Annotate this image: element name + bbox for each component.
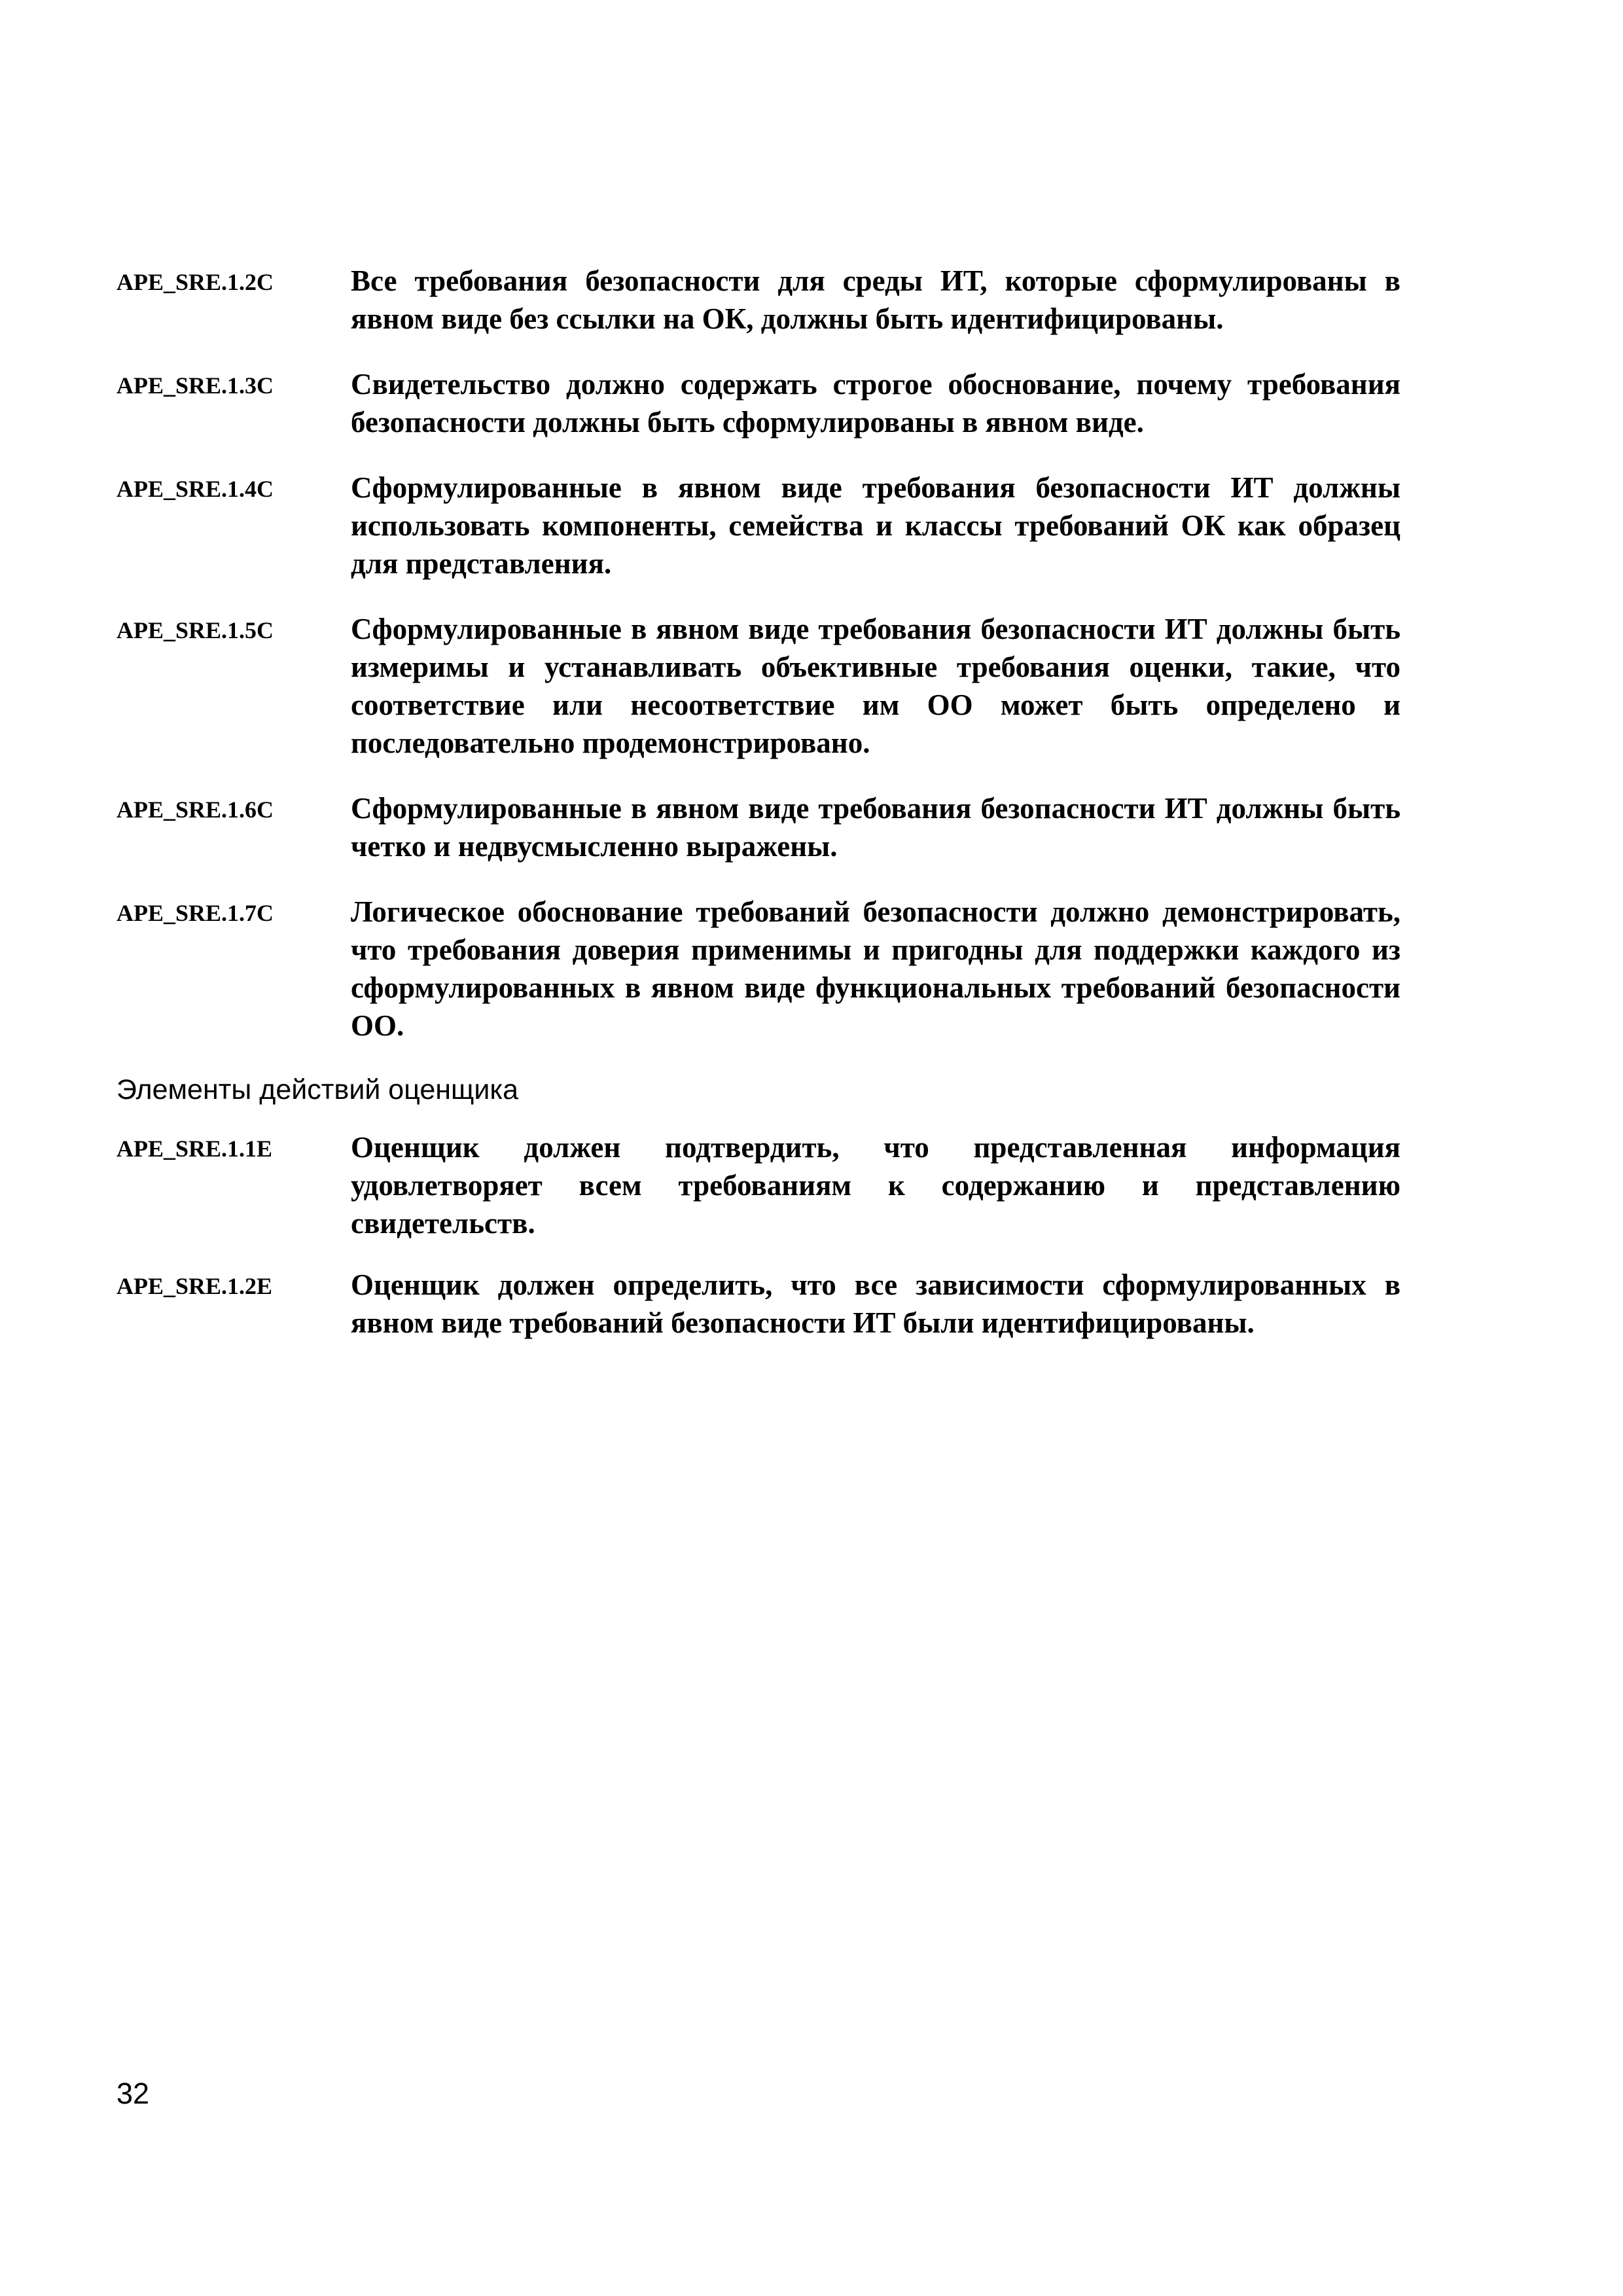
requirement-item — [116, 610, 1400, 762]
requirement-text: Оценщик должен подтвердить, что представленная информация удовлетворяет всем требованиям к содержанию и представлению свидетельств. — [351, 1131, 1400, 1240]
requirement-text: Логическое обоснование требований безопасности должно демонстрировать, что требования доверия применимы и пригодны для поддержки каждого из сформулированных в явном виде функциональных требований безопасности ОО. — [351, 895, 1400, 1042]
requirement-text: Оценщик должен определить, что все зависимости сформулированных в явном виде требований безопасности ИТ были идентифицированы. — [351, 1268, 1400, 1339]
requirement-text: Сформулированные в явном виде требования безопасности ИТ должны быть четко и недвусмысленно выражены. — [351, 792, 1400, 863]
requirement-text: Сформулированные в явном виде требования безопасности ИТ должны использовать компоненты, семейства и классы требований ОК как образец для представления. — [351, 471, 1400, 580]
requirement-text: Свидетельство должно содержать строгое обоснование, почему требования безопасности должны быть сформулированы в явном виде. — [351, 368, 1400, 439]
page-content — [116, 262, 1400, 1342]
requirement-item — [116, 365, 1400, 441]
evaluator-section-heading: Элементы действий оценщика — [116, 1074, 519, 1105]
requirement-item — [116, 893, 1400, 1045]
requirement-item — [116, 469, 1400, 583]
requirement-id: APE_SRE.1.2C — [116, 269, 274, 295]
requirement-item — [116, 262, 1400, 338]
requirement-id: APE_SRE.1.4C — [116, 476, 274, 502]
requirement-item — [116, 789, 1400, 865]
requirement-id: APE_SRE.1.5C — [116, 617, 274, 643]
requirement-id: APE_SRE.1.7C — [116, 900, 274, 926]
requirement-id: APE_SRE.1.6C — [116, 797, 274, 823]
requirement-id: APE_SRE.1.3C — [116, 372, 274, 399]
evaluator-requirement-item — [116, 1266, 1400, 1342]
requirement-id: APE_SRE.1.2E — [116, 1273, 273, 1299]
requirement-text: Все требования безопасности для среды ИТ, которые сформулированы в явном виде без ссылки на ОК, должны быть идентифицированы. — [351, 264, 1400, 335]
requirement-id: APE_SRE.1.1E — [116, 1136, 273, 1162]
evaluator-requirement-item — [116, 1128, 1400, 1242]
page-number: 32 — [116, 2077, 150, 2110]
requirement-text: Сформулированные в явном виде требования безопасности ИТ должны быть измеримы и устанавливать объективные требования оценки, такие, что соответствие или несоответствие им ОО может быть определено и последовательно продемонстрировано. — [351, 613, 1400, 759]
